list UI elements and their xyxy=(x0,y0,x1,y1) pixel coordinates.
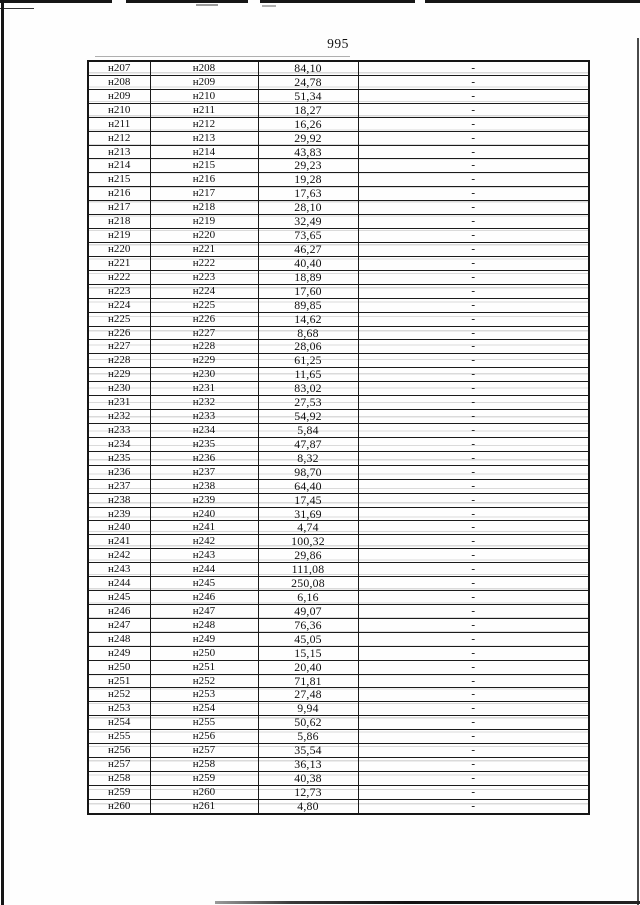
table-cell: 27,53 xyxy=(258,396,358,410)
table-cell: 89,85 xyxy=(258,298,358,312)
table-cell: 71,81 xyxy=(258,674,358,688)
table-cell: н241 xyxy=(88,535,150,549)
table-cell: 17,63 xyxy=(258,187,358,201)
table-cell: - xyxy=(358,340,589,354)
table-cell: - xyxy=(358,660,589,674)
table-cell: н260 xyxy=(88,799,150,813)
table-cell: н209 xyxy=(150,75,258,89)
table-row xyxy=(88,451,589,465)
table-cell: н241 xyxy=(150,521,258,535)
table-cell: - xyxy=(358,396,589,410)
table-cell: 29,92 xyxy=(258,131,358,145)
table-cell: - xyxy=(358,159,589,173)
table-cell: н208 xyxy=(88,75,150,89)
table-cell: 18,89 xyxy=(258,270,358,284)
table-row xyxy=(88,618,589,632)
table-cell: н251 xyxy=(88,674,150,688)
table-cell: 6,16 xyxy=(258,591,358,605)
table-cell: н210 xyxy=(88,103,150,117)
table-cell: н222 xyxy=(88,270,150,284)
table-cell: 54,92 xyxy=(258,410,358,424)
table-cell: - xyxy=(358,799,589,813)
table-cell: - xyxy=(358,437,589,451)
table-cell: - xyxy=(358,187,589,201)
table-cell: н217 xyxy=(150,187,258,201)
table-cell: н248 xyxy=(88,632,150,646)
table-cell: н211 xyxy=(150,103,258,117)
table-cell: - xyxy=(358,772,589,786)
table-cell: н225 xyxy=(88,312,150,326)
table-cell: - xyxy=(358,744,589,758)
table-cell: - xyxy=(358,326,589,340)
scan-edge-top xyxy=(0,0,640,3)
table-cell: н250 xyxy=(88,660,150,674)
table-cell: н261 xyxy=(150,799,258,813)
scan-artifact xyxy=(196,4,218,6)
table-row xyxy=(88,117,589,131)
table-cell: - xyxy=(358,382,589,396)
table-cell: - xyxy=(358,270,589,284)
table-row xyxy=(88,103,589,117)
table-row xyxy=(88,437,589,451)
table-body xyxy=(88,61,589,814)
table-row xyxy=(88,145,589,159)
table-cell: 35,54 xyxy=(258,744,358,758)
table-cell: н251 xyxy=(150,660,258,674)
table-cell: 45,05 xyxy=(258,632,358,646)
table-row xyxy=(88,159,589,173)
scan-edge-gap xyxy=(415,0,425,4)
table-cell: н258 xyxy=(150,758,258,772)
table-cell: н245 xyxy=(88,591,150,605)
table-row xyxy=(88,354,589,368)
table-row xyxy=(88,410,589,424)
table-row xyxy=(88,535,589,549)
table-cell: н220 xyxy=(88,242,150,256)
table-cell: н238 xyxy=(88,493,150,507)
table-cell: н222 xyxy=(150,256,258,270)
table-row xyxy=(88,368,589,382)
table-cell: - xyxy=(358,242,589,256)
table-cell: н230 xyxy=(150,368,258,382)
table-cell: н218 xyxy=(88,215,150,229)
table-cell: н228 xyxy=(88,354,150,368)
table-cell: - xyxy=(358,632,589,646)
table-cell: н237 xyxy=(88,479,150,493)
table-cell: - xyxy=(358,730,589,744)
table-cell: 76,36 xyxy=(258,618,358,632)
table-row xyxy=(88,646,589,660)
table-row xyxy=(88,396,589,410)
table-cell: н238 xyxy=(150,479,258,493)
table-cell: 100,32 xyxy=(258,535,358,549)
table-cell: н229 xyxy=(150,354,258,368)
table-cell: 47,87 xyxy=(258,437,358,451)
table-cell: 46,27 xyxy=(258,242,358,256)
table-cell: н233 xyxy=(150,410,258,424)
table-row xyxy=(88,465,589,479)
table-cell: 28,06 xyxy=(258,340,358,354)
table-row xyxy=(88,382,589,396)
table-cell: н237 xyxy=(150,465,258,479)
table-cell: н244 xyxy=(88,577,150,591)
scan-edge-gap xyxy=(112,0,126,4)
table-row xyxy=(88,674,589,688)
table-cell: н258 xyxy=(88,772,150,786)
table-row xyxy=(88,493,589,507)
table-cell: 51,34 xyxy=(258,89,358,103)
table-cell: н223 xyxy=(150,270,258,284)
table-cell: н218 xyxy=(150,201,258,215)
table-row xyxy=(88,187,589,201)
table-cell: 83,02 xyxy=(258,382,358,396)
table-cell: н259 xyxy=(150,772,258,786)
table-row xyxy=(88,284,589,298)
table-cell: н232 xyxy=(150,396,258,410)
table-cell: - xyxy=(358,284,589,298)
table-cell: - xyxy=(358,117,589,131)
table-cell: н253 xyxy=(150,688,258,702)
table-cell: н253 xyxy=(88,702,150,716)
table-cell: н247 xyxy=(88,618,150,632)
data-table xyxy=(87,60,590,815)
table-cell: н213 xyxy=(150,131,258,145)
table-cell: н215 xyxy=(88,173,150,187)
table-cell: н213 xyxy=(88,145,150,159)
table-cell: н240 xyxy=(150,507,258,521)
table-cell: - xyxy=(358,521,589,535)
table-cell: 49,07 xyxy=(258,604,358,618)
table-cell: н209 xyxy=(88,89,150,103)
table-cell: - xyxy=(358,758,589,772)
table-cell: н257 xyxy=(150,744,258,758)
table-row xyxy=(88,215,589,229)
table-cell: н248 xyxy=(150,618,258,632)
scan-edge-bottom xyxy=(215,901,640,904)
table-cell: - xyxy=(358,75,589,89)
table-row xyxy=(88,201,589,215)
table-cell: н256 xyxy=(88,744,150,758)
table-cell: 8,32 xyxy=(258,451,358,465)
table-cell: н257 xyxy=(88,758,150,772)
table-cell: н215 xyxy=(150,159,258,173)
table-cell: - xyxy=(358,354,589,368)
table-row xyxy=(88,577,589,591)
table-cell: 9,94 xyxy=(258,702,358,716)
table-cell: н240 xyxy=(88,521,150,535)
table-cell: 111,08 xyxy=(258,563,358,577)
table-cell: 5,84 xyxy=(258,423,358,437)
table-row xyxy=(88,660,589,674)
table-cell: - xyxy=(358,145,589,159)
scan-artifact xyxy=(262,5,276,7)
table-cell: - xyxy=(358,716,589,730)
table-cell: н214 xyxy=(88,159,150,173)
table-row xyxy=(88,507,589,521)
table-cell: 8,68 xyxy=(258,326,358,340)
table-cell: 84,10 xyxy=(258,61,358,75)
table-cell: н242 xyxy=(88,549,150,563)
table-cell: - xyxy=(358,61,589,75)
table-cell: н236 xyxy=(88,465,150,479)
table-cell: н211 xyxy=(88,117,150,131)
table-cell: н249 xyxy=(150,632,258,646)
table-cell: 15,15 xyxy=(258,646,358,660)
table-cell: н207 xyxy=(88,61,150,75)
table-cell: н228 xyxy=(150,340,258,354)
table-cell: - xyxy=(358,215,589,229)
table-cell: - xyxy=(358,577,589,591)
table-cell: - xyxy=(358,702,589,716)
table-cell: н234 xyxy=(150,423,258,437)
table-row xyxy=(88,758,589,772)
table-cell: н227 xyxy=(150,326,258,340)
table-row xyxy=(88,688,589,702)
table-cell: н219 xyxy=(88,229,150,243)
table-cell: - xyxy=(358,591,589,605)
table-row xyxy=(88,521,589,535)
table-cell: - xyxy=(358,688,589,702)
table-cell: н216 xyxy=(150,173,258,187)
table-row xyxy=(88,75,589,89)
table-cell: 98,70 xyxy=(258,465,358,479)
table-cell: н208 xyxy=(150,61,258,75)
table-cell: н246 xyxy=(150,591,258,605)
table-cell: 31,69 xyxy=(258,507,358,521)
table-cell: н226 xyxy=(88,326,150,340)
table-cell: - xyxy=(358,312,589,326)
table-cell: 32,49 xyxy=(258,215,358,229)
table-cell: н245 xyxy=(150,577,258,591)
table-cell: н224 xyxy=(88,298,150,312)
page-number: 995 xyxy=(327,36,349,51)
table-cell: 11,65 xyxy=(258,368,358,382)
table-cell: 18,27 xyxy=(258,103,358,117)
table-cell: н226 xyxy=(150,312,258,326)
table-cell: н250 xyxy=(150,646,258,660)
table-cell: 16,26 xyxy=(258,117,358,131)
table-cell: 28,10 xyxy=(258,201,358,215)
table-cell: н229 xyxy=(88,368,150,382)
table-cell: н256 xyxy=(150,730,258,744)
table-cell: н225 xyxy=(150,298,258,312)
table-row xyxy=(88,423,589,437)
table-cell: 24,78 xyxy=(258,75,358,89)
table-cell: 61,25 xyxy=(258,354,358,368)
table-cell: - xyxy=(358,535,589,549)
table-cell: - xyxy=(358,256,589,270)
table-cell: н259 xyxy=(88,785,150,799)
table-cell: - xyxy=(358,785,589,799)
table-cell: - xyxy=(358,89,589,103)
table-cell: н231 xyxy=(88,396,150,410)
table-cell: н244 xyxy=(150,563,258,577)
table-cell: - xyxy=(358,451,589,465)
table-cell: - xyxy=(358,173,589,187)
table-cell: 73,65 xyxy=(258,229,358,243)
table-row xyxy=(88,312,589,326)
table-cell: н219 xyxy=(150,215,258,229)
table-cell: 20,40 xyxy=(258,660,358,674)
table-cell: н242 xyxy=(150,535,258,549)
table-cell: н252 xyxy=(150,674,258,688)
scan-edge-gap xyxy=(248,0,260,4)
table-cell: 27,48 xyxy=(258,688,358,702)
table-row xyxy=(88,730,589,744)
table-cell: - xyxy=(358,229,589,243)
table-cell: - xyxy=(358,563,589,577)
table-cell: 43,83 xyxy=(258,145,358,159)
table-cell: - xyxy=(358,410,589,424)
table-cell: н247 xyxy=(150,604,258,618)
table-cell: н212 xyxy=(150,117,258,131)
table-cell: н233 xyxy=(88,423,150,437)
table-row xyxy=(88,716,589,730)
table-cell: н260 xyxy=(150,785,258,799)
table-row xyxy=(88,702,589,716)
table-cell: н214 xyxy=(150,145,258,159)
table-cell: н243 xyxy=(150,549,258,563)
table-cell: н236 xyxy=(150,451,258,465)
table-cell: 50,62 xyxy=(258,716,358,730)
table-cell: н235 xyxy=(88,451,150,465)
table-cell: н235 xyxy=(150,437,258,451)
table-cell: 40,40 xyxy=(258,256,358,270)
table-cell: - xyxy=(358,368,589,382)
table-cell: 17,45 xyxy=(258,493,358,507)
table-cell: 5,86 xyxy=(258,730,358,744)
table-cell: н230 xyxy=(88,382,150,396)
table-cell: н232 xyxy=(88,410,150,424)
table-row xyxy=(88,549,589,563)
table-cell: н227 xyxy=(88,340,150,354)
table-row xyxy=(88,61,589,75)
table-cell: 64,40 xyxy=(258,479,358,493)
table-row xyxy=(88,173,589,187)
table-cell: н234 xyxy=(88,437,150,451)
table-row xyxy=(88,326,589,340)
table-cell: н243 xyxy=(88,563,150,577)
table-cell: н221 xyxy=(150,242,258,256)
table-cell: н223 xyxy=(88,284,150,298)
table-cell: н212 xyxy=(88,131,150,145)
table-cell: 36,13 xyxy=(258,758,358,772)
table-row xyxy=(88,563,589,577)
table-cell: н217 xyxy=(88,201,150,215)
table-row xyxy=(88,242,589,256)
table-row xyxy=(88,131,589,145)
table-cell: - xyxy=(358,674,589,688)
table-cell: 40,38 xyxy=(258,772,358,786)
table-row xyxy=(88,298,589,312)
table-cell: н239 xyxy=(88,507,150,521)
table-cell: н249 xyxy=(88,646,150,660)
table-cell: - xyxy=(358,493,589,507)
table-cell: н255 xyxy=(88,730,150,744)
table-cell: 12,73 xyxy=(258,785,358,799)
scan-artifact xyxy=(95,56,350,57)
table-row xyxy=(88,256,589,270)
table-cell: н254 xyxy=(88,716,150,730)
table-cell: 19,28 xyxy=(258,173,358,187)
table-cell: н216 xyxy=(88,187,150,201)
table-row xyxy=(88,270,589,284)
table-cell: - xyxy=(358,201,589,215)
table-row xyxy=(88,229,589,243)
table-cell: - xyxy=(358,298,589,312)
table-cell: - xyxy=(358,549,589,563)
table-cell: - xyxy=(358,604,589,618)
table-cell: 17,60 xyxy=(258,284,358,298)
table-cell: н220 xyxy=(150,229,258,243)
table-cell: - xyxy=(358,423,589,437)
table-cell: н210 xyxy=(150,89,258,103)
table-cell: н224 xyxy=(150,284,258,298)
table-cell: н255 xyxy=(150,716,258,730)
table-cell: - xyxy=(358,618,589,632)
table-row xyxy=(88,479,589,493)
table-row xyxy=(88,744,589,758)
table-cell: н231 xyxy=(150,382,258,396)
table-cell: н252 xyxy=(88,688,150,702)
table-cell: 4,74 xyxy=(258,521,358,535)
table-cell: - xyxy=(358,465,589,479)
table-cell: - xyxy=(358,507,589,521)
table-cell: - xyxy=(358,131,589,145)
table-row xyxy=(88,604,589,618)
table-cell: 29,23 xyxy=(258,159,358,173)
scan-edge-right xyxy=(637,38,639,905)
table-cell: н239 xyxy=(150,493,258,507)
table-cell: н246 xyxy=(88,604,150,618)
table-cell: 250,08 xyxy=(258,577,358,591)
table-cell: - xyxy=(358,103,589,117)
table-cell: н254 xyxy=(150,702,258,716)
table-cell: н221 xyxy=(88,256,150,270)
table-row xyxy=(88,591,589,605)
scan-artifact xyxy=(0,8,34,9)
table-row xyxy=(88,799,589,813)
table-cell: - xyxy=(358,646,589,660)
table-row xyxy=(88,785,589,799)
table-row xyxy=(88,340,589,354)
table-row xyxy=(88,89,589,103)
table-cell: 29,86 xyxy=(258,549,358,563)
scan-edge-left xyxy=(1,0,4,905)
table-cell: 14,62 xyxy=(258,312,358,326)
table-cell: - xyxy=(358,479,589,493)
table-row xyxy=(88,772,589,786)
table-row xyxy=(88,632,589,646)
table-cell: 4,80 xyxy=(258,799,358,813)
